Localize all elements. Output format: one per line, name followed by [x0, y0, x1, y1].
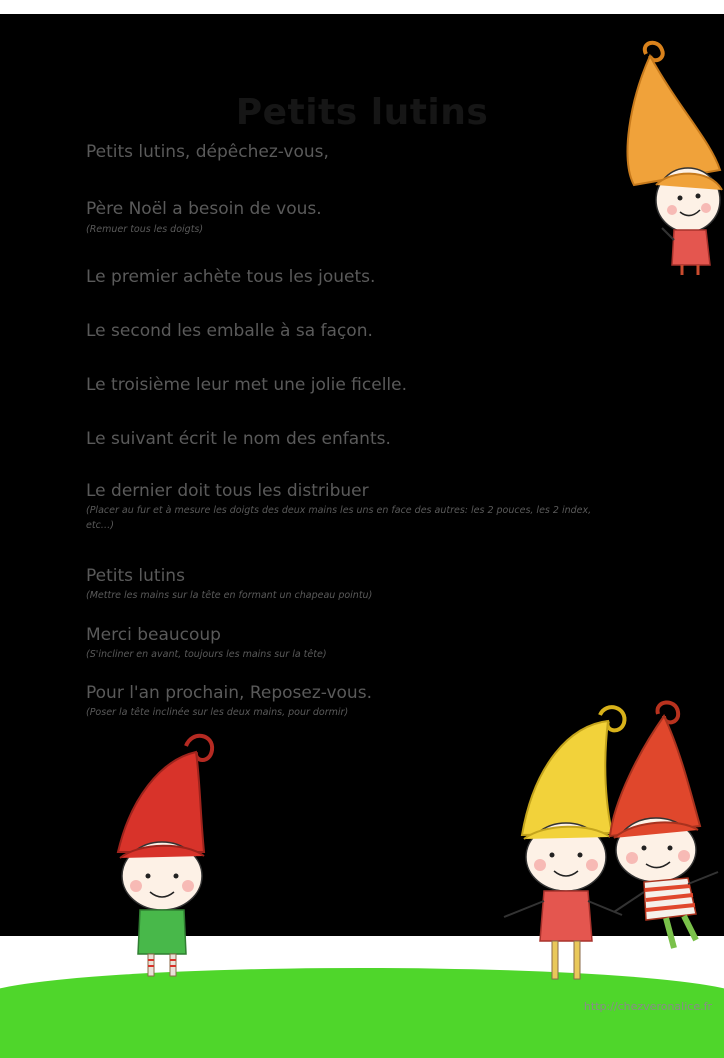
verse-line: Le second les emballe à sa façon. [86, 321, 373, 341]
footer-url: http://chezveronalice.fr [583, 1000, 712, 1013]
verse-line: Petits lutins, dépêchez-vous, [86, 142, 329, 162]
verse-line: Le premier achète tous les jouets. [86, 267, 376, 287]
verse-line: Le troisième leur met une jolie ficelle. [86, 375, 408, 395]
verse-line: Le suivant écrit le nom des enfants. [86, 429, 391, 449]
poem-title: Petits lutins [235, 92, 489, 133]
verse-line: Pour l'an prochain, Reposez-vous. [86, 683, 372, 703]
verse-note: (Mettre les mains sur la tête en formant un chapeau pointu) [86, 590, 373, 601]
verse-note: (S'incliner en avant, toujours les mains sur la tête) [86, 649, 327, 660]
verse-note: (Poser la tête inclinée sur les deux mains, pour dormir) [86, 707, 349, 718]
verse-note: (Placer au fur et à mesure les doigts des deux mains les uns en face des autres: les 2 pouces, les 2 index, etc…) [86, 505, 592, 531]
verse-line: Le dernier doit tous les distribuer [86, 481, 369, 501]
elf-red-hat-green-shirt-illustration [100, 730, 230, 980]
verse-line: Père Noël a besoin de vous. [86, 199, 322, 219]
verse-line: Petits lutins [86, 566, 185, 586]
elf-red-hat-striped-shirt-illustration [600, 700, 724, 960]
verse-note: (Remuer tous les doigts) [86, 224, 204, 235]
verse-line: Merci beaucoup [86, 625, 221, 645]
elf-orange-hat-illustration [610, 40, 724, 275]
